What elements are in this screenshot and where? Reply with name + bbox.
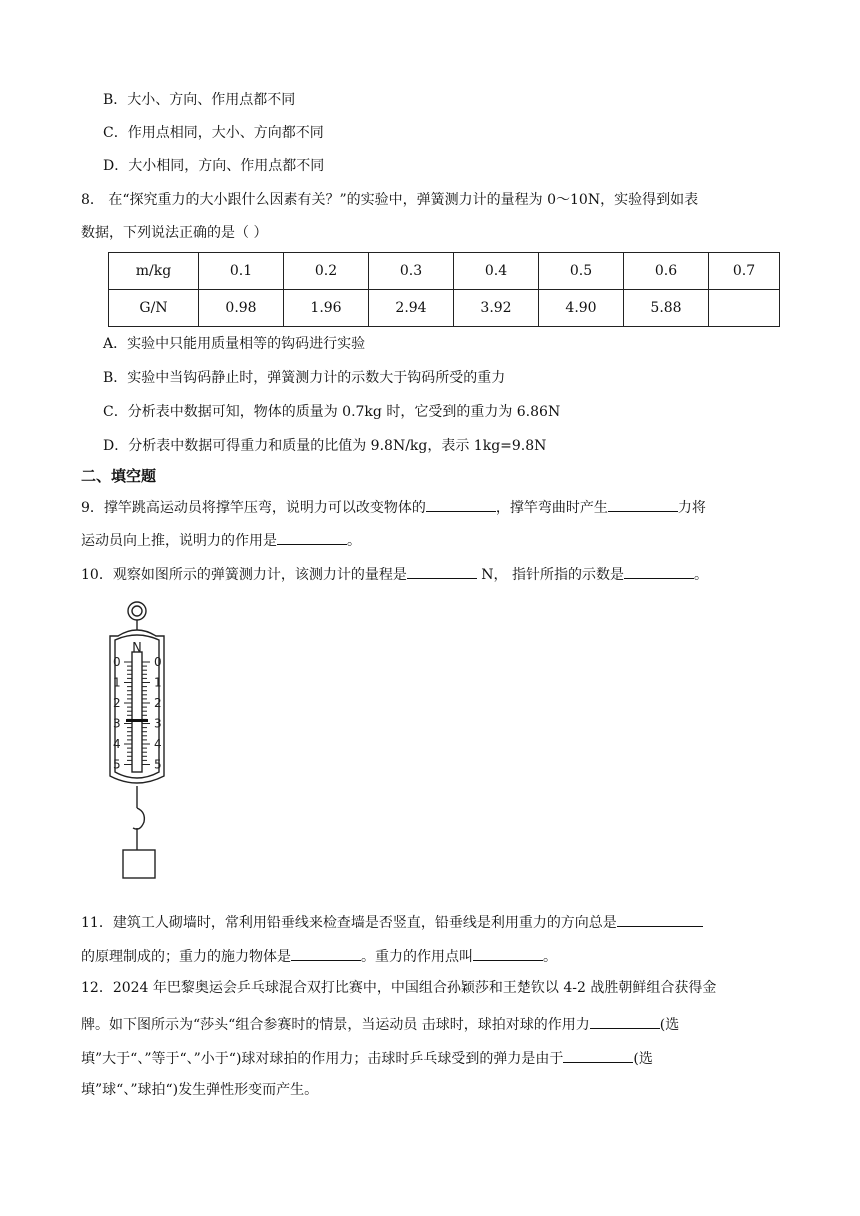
q12-text: (选 — [633, 1051, 653, 1067]
scale-unit-label: N — [132, 641, 142, 656]
table-row-weight — [109, 290, 780, 327]
q11-text: 。 — [543, 949, 557, 965]
q11-text: 。重力的作用点叫 — [361, 949, 473, 965]
q8-stem-line1: 8． 在“探究重力的大小跟什么因素有关？”的实验中，弹簧测力计的量程为 0～10N，实验得到如表 — [81, 192, 699, 208]
scale-pointer — [126, 719, 148, 722]
q7-option-c: C．作用点相同，大小、方向都不同 — [103, 125, 324, 141]
q8-option-d: D．分析表中数据可得重力和质量的比值为 9.8N/kg，表示 1kg=9.8N — [103, 438, 547, 454]
q10-text: 。 — [693, 567, 708, 583]
scale-number-label: 2 — [113, 696, 121, 710]
q10-line — [81, 562, 708, 585]
q12-text: 填”大于“、”等于“、”小于“)球对球拍的作用力；击球时乒乓球受到的弹力是由于 — [81, 1051, 564, 1067]
answer-blank[interactable] — [563, 1046, 633, 1063]
table-cell: 0.5 — [539, 253, 624, 290]
q12-line4: 填”球“、”球拍“)发生弹性形变而产生。 — [81, 1082, 319, 1098]
table-cell: 3.92 — [454, 290, 539, 327]
scale-number-label: 4 — [113, 737, 121, 751]
answer-blank[interactable] — [608, 495, 678, 512]
q10-text: 10．观察如图所示的弹簧测力计，该测力计的量程是 — [81, 567, 407, 583]
table-cell: 0.1 — [199, 253, 284, 290]
table-row-mass — [109, 253, 780, 290]
q9-text: ，撑竿弯曲时产生 — [495, 500, 608, 516]
scale-number-label: 1 — [113, 675, 121, 690]
scale-number-label: 3 — [154, 716, 162, 731]
spring-scale-figure — [104, 596, 184, 882]
section-heading: 二、填空题 — [81, 467, 157, 485]
table-cell: 0.6 — [624, 253, 709, 290]
scale-number-label: 0 — [154, 655, 162, 669]
q11-text: 11．建筑工人砌墙时，常利用铅垂线来检查墙是否竖直，铅垂线是利用重力的方向总是 — [81, 915, 617, 931]
q12-text: 牌。如下图所示为“莎头“组合参赛时的情景，当运动员 击球时，球拍对球的作用力 — [81, 1017, 590, 1033]
q9-text: 力将 — [677, 500, 706, 516]
q9-text: 。 — [347, 533, 361, 549]
table-cell: 2.94 — [369, 290, 454, 327]
q8-data-table — [108, 252, 780, 327]
q12-line3 — [81, 1046, 653, 1069]
table-cell: 4.90 — [539, 290, 624, 327]
table-cell: 0.4 — [454, 253, 539, 290]
table-cell: G/N — [109, 290, 199, 327]
q9-text: 运动员向上推，说明力的作用是 — [81, 533, 277, 549]
q10-text: N， 指针所指的示数是 — [476, 567, 624, 583]
answer-blank[interactable] — [624, 562, 694, 579]
q11-text: 的原理制成的；重力的施力物体是 — [81, 949, 291, 965]
answer-blank[interactable] — [277, 528, 347, 545]
scale-number-label: 2 — [154, 696, 162, 710]
table-cell: 0.3 — [369, 253, 454, 290]
table-cell: m/kg — [109, 253, 199, 290]
q8-option-a: A．实验中只能用质量相等的钩码进行实验 — [103, 336, 366, 352]
scale-number-label: 3 — [113, 716, 121, 731]
table-cell: 0.98 — [199, 290, 284, 327]
table-cell: 5.88 — [624, 290, 709, 327]
q9-line2 — [81, 528, 361, 551]
answer-blank[interactable] — [473, 944, 543, 961]
q9-text: 9．撑竿跳高运动员将撑竿压弯，说明力可以改变物体的 — [81, 500, 426, 516]
scale-number-label: 5 — [113, 757, 121, 772]
scale-number-label: 1 — [154, 675, 162, 690]
answer-blank[interactable] — [426, 495, 496, 512]
table-cell: 0.2 — [284, 253, 369, 290]
q11-line2 — [81, 944, 557, 967]
scale-number-label: 0 — [113, 655, 121, 669]
q7-option-d: D．大小相同，方向、作用点都不同 — [103, 158, 325, 174]
answer-blank[interactable] — [617, 910, 703, 927]
q11-line1 — [81, 910, 703, 933]
q7-option-b: B．大小、方向、作用点都不同 — [103, 92, 296, 108]
q8-option-b: B．实验中当钩码静止时，弹簧测力计的示数大于钩码所受的重力 — [103, 370, 506, 386]
q9-line1 — [81, 495, 706, 518]
scale-number-label: 4 — [154, 737, 162, 751]
answer-blank[interactable] — [407, 562, 477, 579]
table-cell: 0.7 — [709, 253, 780, 290]
answer-blank[interactable] — [590, 1012, 660, 1029]
q12-text: (选 — [659, 1017, 680, 1033]
q8-stem-line2: 数据，下列说法正确的是（ ） — [81, 225, 268, 241]
table-cell — [709, 290, 780, 327]
q12-line2 — [81, 1012, 679, 1035]
q12-line1: 12．2024 年巴黎奥运会乒乓球混合双打比赛中，中国组合孙颖莎和王楚钦以 4-2 战胜朝鲜组合获得金 — [81, 980, 717, 996]
answer-blank[interactable] — [291, 944, 361, 961]
q8-option-c: C．分析表中数据可知，物体的质量为 0.7kg 时，它受到的重力为 6.86N — [103, 404, 561, 420]
table-cell: 1.96 — [284, 290, 369, 327]
scale-number-label: 5 — [154, 757, 162, 772]
